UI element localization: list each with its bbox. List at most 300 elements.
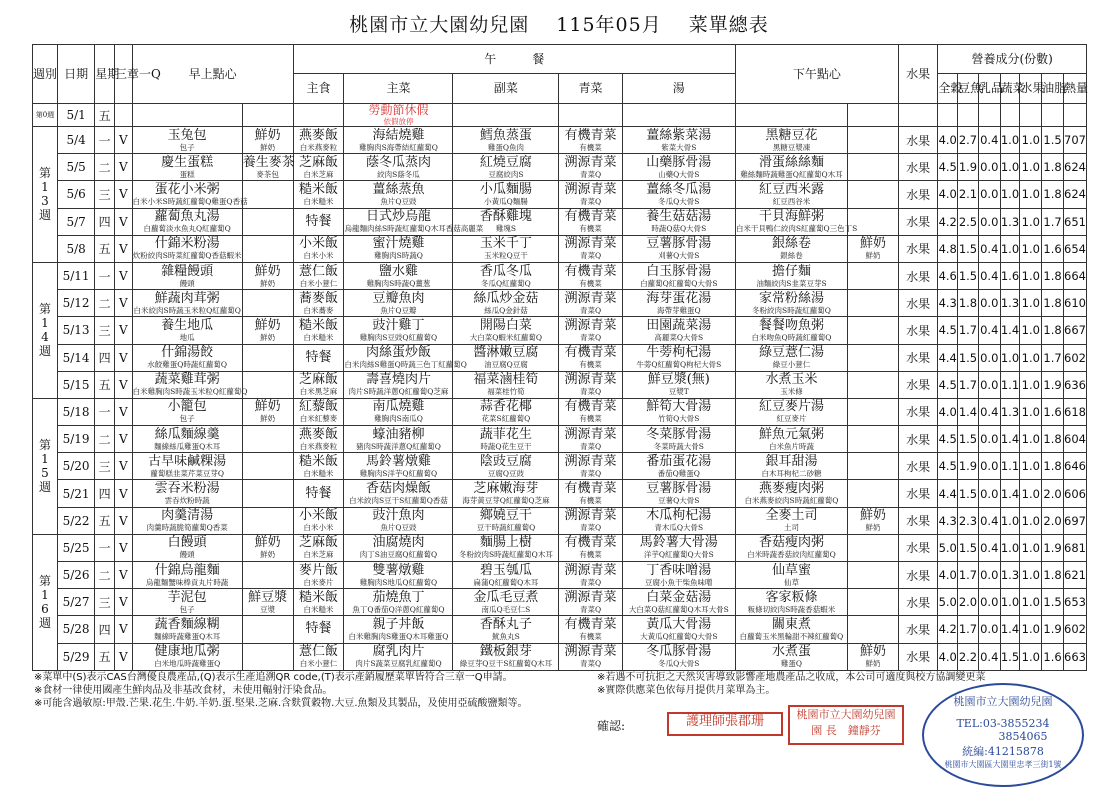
soup-name: 木瓜枸杞湯 — [646, 508, 712, 524]
vegetable-ingredients: 青菜Q — [579, 251, 602, 261]
morning-snack-2 — [242, 616, 293, 643]
main-dish-name: 壽喜燒肉片 — [365, 372, 431, 388]
nutrition-value: 664 — [1063, 262, 1086, 289]
main-dish-content — [344, 455, 452, 478]
nutrition-value: 0.4 — [978, 127, 1000, 154]
nutrition-value: 610 — [1063, 290, 1086, 317]
side-dish-ingredients: 大白菜Q蝦米紅蘿蔔Q — [469, 332, 543, 342]
staple-content — [294, 622, 344, 636]
staple-cell — [293, 480, 344, 507]
nutrition-value: 5.0 — [938, 534, 958, 561]
menu-row — [33, 371, 1087, 398]
main-dish-content — [344, 129, 452, 152]
morning-snack-1-name: 蛋花小米粥 — [154, 181, 220, 197]
morning-snack-1 — [132, 643, 242, 670]
afternoon-snack-1-ingredients: 白蘿蔔玉米黑輪甜不辣紅蘿蔔Q — [739, 631, 844, 641]
side-dish-ingredients: 海芽黃豆芽Q紅蘿蔔Q芝麻 — [462, 496, 550, 506]
soup-name: 薑絲紫菜湯 — [646, 127, 712, 143]
side-dish-cell — [453, 507, 559, 534]
main-dish-cell — [344, 643, 453, 670]
nutrition-value: 1.5 — [958, 480, 979, 507]
menu-row — [33, 290, 1087, 317]
staple-ingredients: 白米小薏仁 — [299, 278, 338, 288]
header-n4: 蔬菜 — [1000, 74, 1020, 104]
afternoon-snack-1-content — [736, 618, 847, 641]
weekday-cell: 二 — [95, 154, 115, 181]
soup-cell — [622, 208, 735, 235]
side-dish-ingredients: 油豆腐Q豆腐 — [484, 360, 528, 370]
q-cell: V — [115, 262, 133, 289]
nutrition-value: 624 — [1063, 181, 1086, 208]
nutrition-value: 1.8 — [958, 290, 979, 317]
afternoon-snack-2 — [848, 562, 899, 589]
main-dish-name: 鹽水雞 — [378, 263, 418, 279]
vegetable-ingredients: 青菜Q — [579, 468, 602, 478]
soup-cell — [622, 398, 735, 425]
nutrition-value: 1.1 — [1000, 371, 1020, 398]
main-dish-content — [344, 319, 452, 342]
main-dish-cell — [344, 534, 453, 561]
weekday-cell: 二 — [95, 426, 115, 453]
afternoon-snack-1-ingredients: 油麵絞肉S韭菜豆芽S — [756, 278, 827, 288]
afternoon-snack-2-name: 鮮奶 — [859, 236, 886, 252]
nutrition-value: 4.0 — [938, 181, 958, 208]
nutrition-value: 1.0 — [1000, 507, 1020, 534]
nutrition-value: 1.0 — [1020, 426, 1042, 453]
morning-snack-1-name: 芋泥包 — [167, 589, 207, 605]
soup-ingredients: 時蔬Q菇Q大骨S — [651, 224, 707, 234]
fruit-cell: 水果 — [898, 208, 937, 235]
vegetable-content — [559, 536, 621, 559]
afternoon-snack-1-content — [736, 183, 847, 206]
morning-snack-1-name: 小籠包 — [167, 399, 207, 415]
main-dish-name: 親子丼飯 — [372, 616, 425, 632]
menu-table — [32, 44, 1087, 671]
side-dish-ingredients: 豆腐Q豆豉 — [487, 468, 525, 478]
main-dish-ingredients: 魚片Q豆豉 — [380, 196, 417, 206]
morning-snack-1-name: 古早味鹹粿湯 — [148, 453, 227, 469]
nutrition-value: 1.1 — [1000, 453, 1020, 480]
side-dish-name: 麵腸上樹 — [479, 535, 532, 551]
nutrition-value: 2.3 — [958, 507, 979, 534]
side-dish-cell — [453, 534, 559, 561]
main-dish-name: 油腐燒肉 — [372, 535, 425, 551]
staple-cell — [293, 426, 344, 453]
nutrition-value: 1.5 — [958, 344, 979, 371]
side-dish-cell — [453, 290, 559, 317]
side-dish-content — [453, 482, 558, 505]
staple-ingredients: 白米燕麥粒 — [299, 142, 338, 152]
morning-snack-2 — [242, 290, 293, 317]
soup-cell — [622, 371, 735, 398]
afternoon-snack-1-ingredients: 白米燕麥絞肉S時蔬紅蘿蔔Q — [744, 496, 839, 506]
nutrition-value: 1.5 — [1042, 127, 1064, 154]
q-cell: V — [115, 589, 133, 616]
morning-snack-2 — [242, 398, 293, 425]
school-seal-id: 統編:41215878 — [962, 745, 1044, 758]
side-dish-name: 鄉嬈豆干 — [479, 508, 532, 524]
weekday-cell: 三 — [95, 181, 115, 208]
side-dish-cell — [453, 127, 559, 154]
nutrition-value: 1.9 — [1042, 616, 1064, 643]
nutrition-value: 1.4 — [1000, 426, 1020, 453]
nutrition-value: 1.5 — [958, 534, 979, 561]
soup-ingredients: 大黃瓜Q紅蘿蔔Q大骨S — [640, 631, 718, 641]
side-dish-name: 蔬菲花生 — [479, 426, 532, 442]
nutrition-value: 0.4 — [978, 262, 1000, 289]
holiday-date: 5/1 — [57, 104, 94, 127]
staple-ingredients: 白米糙米 — [303, 332, 334, 342]
nutrition-value: 2.0 — [1042, 480, 1064, 507]
vegetable-ingredients: 青菜Q — [579, 577, 602, 587]
nutrition-value: 0.4 — [978, 398, 1000, 425]
staple-ingredients: 白米小米 — [303, 523, 334, 533]
side-dish-ingredients: 魷魚丸S — [492, 631, 520, 641]
main-dish-ingredients: 豬肉S時蔬洋蔥Q紅蘿蔔Q — [356, 441, 441, 451]
menu-row — [33, 643, 1087, 670]
header-veg: 青菜 — [559, 74, 622, 104]
afternoon-snack-1-ingredients: 黑糖豆漿凍 — [772, 142, 811, 152]
morning-snack-1-content — [133, 509, 242, 532]
soup-cell — [622, 616, 735, 643]
menu-row — [33, 453, 1087, 480]
vegetable-cell — [559, 589, 622, 616]
fruit-cell: 水果 — [898, 480, 937, 507]
nutrition-value: 1.6 — [1000, 262, 1020, 289]
nutrition-value: 2.7 — [958, 127, 979, 154]
nutrition-value: 1.9 — [958, 154, 979, 181]
nutrition-value: 1.0 — [1020, 507, 1042, 534]
main-dish-content — [344, 209, 484, 234]
header-n1: 全穀 — [938, 74, 958, 104]
morning-snack-1 — [132, 262, 242, 289]
afternoon-snack-1-content — [736, 564, 847, 587]
main-dish-name: 茄燒魚丁 — [372, 589, 425, 605]
soup-cell — [622, 589, 735, 616]
nutrition-value: 0.0 — [978, 290, 1000, 317]
afternoon-snack-1 — [735, 398, 847, 425]
vegetable-ingredients: 青菜Q — [579, 387, 602, 397]
morning-snack-1-content — [133, 156, 242, 179]
main-dish-content — [344, 645, 452, 668]
morning-snack-1-name: 蘿蔔魚丸湯 — [154, 209, 220, 225]
main-dish-content — [344, 564, 452, 587]
soup-ingredients: 竹筍Q大骨S — [658, 414, 700, 424]
staple-cell — [293, 181, 344, 208]
side-dish-cell — [453, 235, 559, 262]
nutrition-value: 4.3 — [938, 507, 958, 534]
morning-snack-1-content — [133, 400, 242, 423]
weekday-cell: 五 — [95, 371, 115, 398]
side-dish-name: 小瓜麵腸 — [479, 181, 532, 197]
weekday-cell: 二 — [95, 290, 115, 317]
morning-snack-1-name: 肉羹清湯 — [161, 508, 214, 524]
morning-snack-2 — [242, 562, 293, 589]
school-seal-name: 桃園市立大園幼兒園 — [953, 695, 1053, 708]
morning-snack-1-content — [133, 292, 242, 315]
menu-body — [33, 104, 1087, 671]
vegetable-name: 有機青菜 — [564, 481, 617, 497]
morning-snack-1-name: 什錦湯餃 — [161, 345, 214, 361]
staple-content — [294, 400, 344, 423]
side-dish-ingredients: 花菜S紅蘿蔔Q — [481, 414, 531, 424]
staple-name: 糙米飯 — [299, 181, 339, 197]
holiday-row — [33, 104, 1087, 127]
morning-snack-1-ingredients: 麵線絲瓜雞蛋Q木耳 — [154, 441, 221, 451]
side-dish-name: 香酥雞塊 — [479, 209, 532, 225]
afternoon-snack-1-content — [736, 237, 847, 260]
vegetable-ingredients: 有機菜 — [579, 278, 602, 288]
main-dish-ingredients: 白米肉絲S雞蛋Q時蔬三色丁紅蘿蔔Q — [344, 360, 467, 370]
morning-snack-1 — [132, 181, 248, 208]
nutrition-value: 5.0 — [938, 589, 958, 616]
vegetable-cell — [559, 643, 622, 670]
main-dish-ingredients: 絞肉S蔭冬瓜 — [377, 169, 420, 179]
morning-snack-1-ingredients: 白米地瓜時蔬雞蛋Q — [154, 659, 221, 669]
soup-content — [623, 400, 735, 423]
soup-name: 養生菇菇湯 — [646, 209, 712, 225]
side-dish-ingredients: 扁蒲Q紅蘿蔔Q木耳 — [473, 577, 539, 587]
nutrition-value: 1.3 — [1000, 208, 1020, 235]
staple-content — [294, 129, 344, 152]
afternoon-snack-1-name: 紅豆西米露 — [758, 181, 824, 197]
vegetable-content — [559, 591, 621, 614]
morning-snack-2 — [242, 643, 293, 670]
afternoon-snack-1-content — [736, 591, 847, 614]
soup-cell — [622, 127, 735, 154]
staple-ingredients: 白米燕麥粒 — [299, 441, 338, 451]
morning-snack-1-content — [133, 319, 242, 342]
soup-content — [623, 428, 735, 451]
soup-name: 鮮筍大骨湯 — [646, 399, 712, 415]
afternoon-snack-1 — [735, 534, 847, 561]
morning-snack-2-name: 鮮豆漿 — [248, 589, 288, 605]
morning-snack-2-name: 鮮奶 — [254, 399, 281, 415]
soup-name: 番茄蛋花湯 — [646, 453, 712, 469]
morning-snack-1 — [132, 398, 242, 425]
morning-snack-1-name: 慶生蛋糕 — [161, 154, 214, 170]
afternoon-snack-1-content — [736, 645, 847, 668]
vegetable-content — [559, 265, 621, 288]
vegetable-name: 溯源青菜 — [564, 644, 617, 660]
soup-content — [623, 183, 735, 206]
week-label — [33, 398, 58, 534]
staple-ingredients: 白米芝麻 — [303, 169, 334, 179]
vegetable-cell — [559, 154, 622, 181]
soup-ingredients: 豆漿T — [668, 387, 689, 397]
side-dish-cell — [453, 426, 559, 453]
fruit-cell: 水果 — [898, 317, 937, 344]
nutrition-value: 1.0 — [1020, 616, 1042, 643]
date-cell: 5/5 — [57, 154, 94, 181]
morning-snack-1-content — [132, 181, 248, 206]
morning-snack-2 — [242, 589, 293, 616]
afternoon-snack-1 — [735, 181, 847, 208]
morning-snack-2 — [242, 371, 293, 398]
main-dish-cell — [344, 317, 453, 344]
afternoon-snack-2 — [848, 262, 899, 289]
staple-name: 特餐 — [305, 349, 332, 365]
main-dish-content — [344, 428, 452, 451]
afternoon-snack-1-ingredients: 粄條切絞肉S時蔬香菇蝦米 — [747, 604, 836, 614]
side-dish-ingredients: 冬粉絞肉S時蔬紅蘿蔔Q木耳 — [459, 550, 553, 560]
afternoon-snack-1-ingredients: 玉米條 — [780, 387, 803, 397]
staple-content — [294, 536, 344, 559]
staple-content — [294, 183, 344, 206]
nutrition-value: 602 — [1063, 344, 1086, 371]
vegetable-ingredients: 青菜Q — [579, 332, 602, 342]
soup-name: 山藥豚骨湯 — [646, 154, 712, 170]
nutrition-value: 1.0 — [1020, 371, 1042, 398]
nutrition-value: 4.5 — [938, 371, 958, 398]
afternoon-snack-2-content — [848, 509, 898, 532]
side-dish-ingredients: 絲瓜Q金針菇 — [484, 305, 528, 315]
afternoon-snack-1-name: 擔仔麵 — [771, 263, 811, 279]
morning-snack-1-content — [133, 346, 242, 369]
staple-ingredients: 白米糙米 — [303, 604, 334, 614]
header-n3: 乳品 — [978, 74, 1000, 104]
afternoon-snack-1 — [735, 589, 847, 616]
afternoon-snack-1 — [735, 235, 847, 262]
weekday-cell: 四 — [95, 344, 115, 371]
staple-name: 蕎麥飯 — [299, 290, 339, 306]
nutrition-value: 1.0 — [1020, 643, 1042, 670]
soup-ingredients: 冬瓜Q大骨S — [658, 659, 700, 669]
side-dish-content — [453, 237, 558, 260]
soup-ingredients: 山藥Q大骨S — [658, 169, 700, 179]
vegetable-name: 有機青菜 — [564, 616, 617, 632]
afternoon-snack-1 — [735, 507, 847, 534]
side-dish-name: 芝麻嫩海芽 — [473, 481, 539, 497]
staple-name: 薏仁飯 — [299, 644, 339, 660]
date-cell: 5/15 — [57, 371, 94, 398]
nutrition-value: 1.0 — [1000, 589, 1020, 616]
side-dish-name: 香瓜冬瓜 — [479, 263, 532, 279]
side-dish-cell — [453, 398, 559, 425]
morning-snack-1 — [132, 616, 242, 643]
soup-ingredients: 冬瓜Q大骨S — [658, 196, 700, 206]
nutrition-value: 1.5 — [958, 235, 979, 262]
nutrition-value: 2.5 — [958, 208, 979, 235]
weekday-cell: 五 — [95, 643, 115, 670]
staple-name: 糙米飯 — [299, 589, 339, 605]
nutrition-value: 1.4 — [1000, 616, 1020, 643]
main-dish-ingredients: 雞胸肉S地瓜Q紅蘿蔔Q — [359, 577, 438, 587]
nutrition-value: 4.2 — [938, 208, 958, 235]
main-dish-cell — [344, 616, 453, 643]
staple-ingredients: 白米小薏仁 — [299, 659, 338, 669]
vegetable-ingredients: 有機菜 — [579, 360, 602, 370]
header-n2: 豆魚 — [958, 74, 979, 104]
soup-cell — [622, 426, 735, 453]
menu-row — [33, 507, 1087, 534]
staple-cell — [293, 507, 344, 534]
morning-snack-1-ingredients: 饅頭 — [179, 278, 195, 288]
nutrition-value: 1.6 — [1042, 235, 1064, 262]
morning-snack-1-content — [133, 265, 242, 288]
fruit-cell: 水果 — [898, 290, 937, 317]
afternoon-snack-1 — [735, 127, 847, 154]
q-cell: V — [115, 290, 133, 317]
morning-snack-1-ingredients: 包子 — [179, 414, 195, 424]
nutrition-value: 0.4 — [978, 235, 1000, 262]
side-dish-cell — [453, 262, 559, 289]
main-dish-content — [344, 536, 452, 559]
vegetable-ingredients: 青菜Q — [579, 441, 602, 451]
morning-snack-1 — [132, 344, 242, 371]
side-dish-content — [453, 292, 558, 315]
nutrition-value: 1.0 — [1000, 127, 1020, 154]
nutrition-value: 681 — [1063, 534, 1086, 561]
menu-row — [33, 589, 1087, 616]
morning-snack-1-content — [133, 591, 242, 614]
principal-stamp-line1: 桃園市立大園幼兒園 — [796, 708, 896, 721]
weekday-cell: 四 — [95, 616, 115, 643]
nutrition-value: 0.4 — [978, 507, 1000, 534]
weekday-cell: 四 — [95, 208, 115, 235]
vegetable-name: 溯源青菜 — [564, 508, 617, 524]
staple-cell — [293, 154, 344, 181]
q-cell: V — [115, 398, 133, 425]
soup-content — [623, 536, 735, 559]
afternoon-snack-1-content — [736, 156, 847, 179]
afternoon-snack-1-content — [736, 292, 847, 315]
menu-row — [33, 208, 1087, 235]
main-dish-name: 蜜汁燒雞 — [372, 236, 425, 252]
menu-row — [33, 127, 1087, 154]
staple-content — [294, 373, 344, 396]
morning-snack-2-content — [243, 156, 293, 179]
nutrition-value: 4.4 — [938, 344, 958, 371]
date-cell: 5/22 — [57, 507, 94, 534]
nutrition-value: 707 — [1063, 127, 1086, 154]
school-seal-addr: 桃園市大園區大園里忠孝三街1號 — [944, 760, 1062, 769]
vegetable-content — [559, 400, 621, 423]
staple-ingredients: 白米麥片 — [303, 577, 334, 587]
date-cell: 5/6 — [57, 181, 94, 208]
nutrition-value: 1.0 — [1020, 235, 1042, 262]
afternoon-snack-1-name: 水煮蛋 — [771, 644, 811, 660]
main-dish-cell — [344, 344, 467, 371]
staple-content — [294, 645, 344, 668]
main-dish-ingredients: 白米絞肉S豆干S紅蘿蔔Q香菇 — [349, 496, 448, 506]
header-weekday: 星期 — [95, 45, 115, 104]
q-cell: V — [115, 371, 133, 398]
afternoon-snack-1-name: 香菇瘦肉粥 — [758, 535, 824, 551]
nutrition-value: 4.0 — [938, 127, 958, 154]
nutrition-value: 0.0 — [978, 453, 1000, 480]
header-soup: 湯 — [622, 74, 735, 104]
staple-name: 燕麥飯 — [299, 127, 339, 143]
soup-content — [623, 618, 735, 641]
soup-name: 馬鈴薯大骨湯 — [639, 535, 718, 551]
afternoon-snack-1-name: 關東煮 — [771, 616, 811, 632]
nutrition-value: 2.2 — [958, 643, 979, 670]
main-dish-content — [344, 618, 452, 641]
afternoon-snack-1-name: 滑蛋絲絲麵 — [758, 154, 824, 170]
nutrition-value: 1.7 — [958, 371, 979, 398]
nutrition-value: 1.9 — [1042, 371, 1064, 398]
weekday-cell: 一 — [95, 534, 115, 561]
afternoon-snack-2 — [848, 507, 899, 534]
afternoon-snack-1-name: 客家粄條 — [765, 589, 818, 605]
morning-snack-2-ingredients: 鮮奶 — [260, 142, 276, 152]
side-dish-cell — [453, 643, 559, 670]
morning-snack-1 — [132, 208, 242, 235]
vegetable-cell — [559, 181, 622, 208]
soup-cell — [622, 507, 735, 534]
soup-content — [623, 319, 735, 342]
